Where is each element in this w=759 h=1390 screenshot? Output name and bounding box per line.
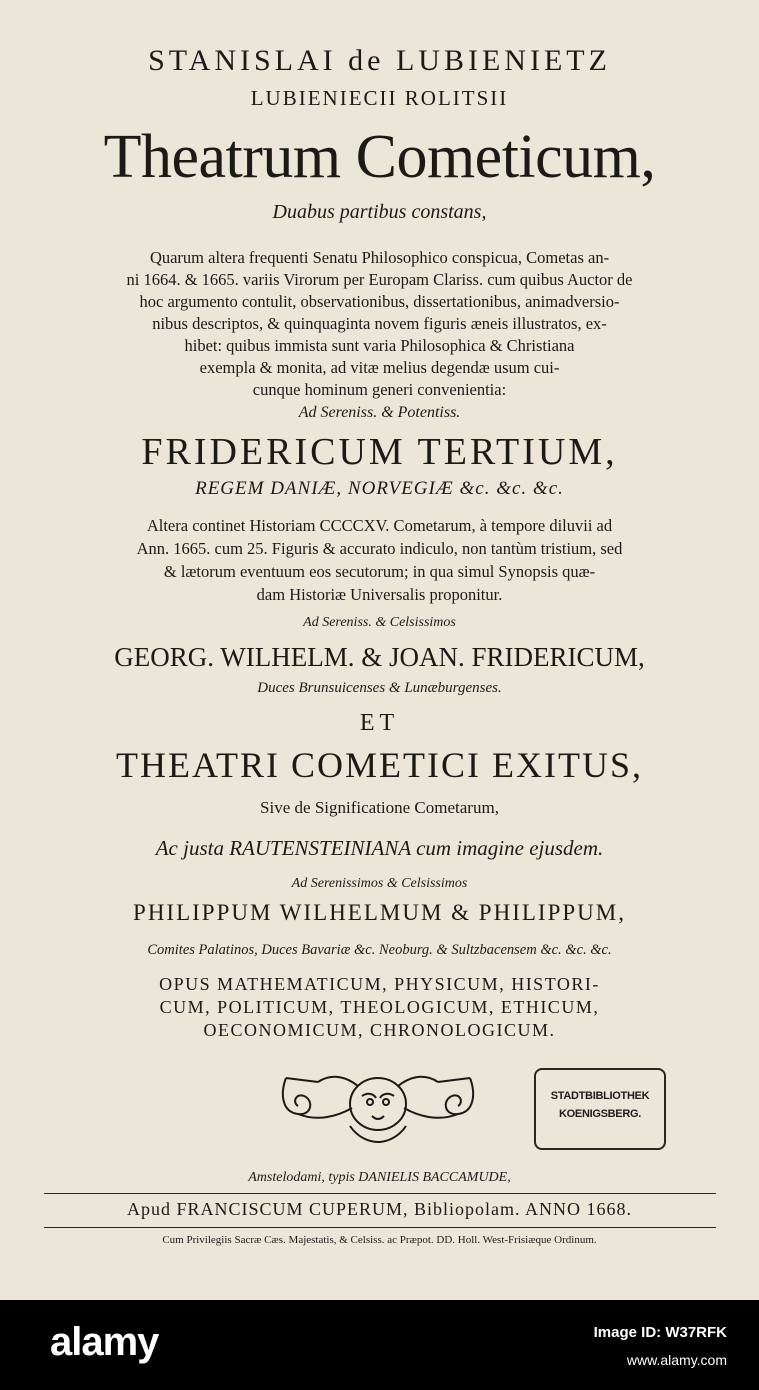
et-conjunction: ET <box>359 710 400 736</box>
author-line-1: STANISLAI de LUBIENIETZ <box>148 44 611 77</box>
imprint-rule-bottom <box>44 1227 716 1228</box>
dedication1-title: REGEM DANIÆ, NORVEGIÆ &c. &c. &c. <box>195 478 564 499</box>
part1-line: Quarum altera frequenti Senatu Philosophico conspicua, Cometas an- <box>149 248 610 267</box>
author-line-2: LUBIENIECII ROLITSII <box>250 86 509 110</box>
part2-line: Altera continet Historiam CCCCXV. Cometarum, à tempore diluvii ad <box>146 516 613 535</box>
part1-line: exempla & monita, ad vitæ melius degendæ usum cui- <box>199 358 560 377</box>
part2-line: & lætorum eventuum eos secutorum; in qua simul Synopsis quæ- <box>163 562 596 581</box>
privilege-line: Cum Privilegiis Sacræ Cæs. Majestatis, & Celsiss. ac Præpot. DD. Holl. West-Frisiæque Ordinum. <box>162 1234 597 1246</box>
part1-line: hoc argumento contulit, observationibus, dissertationibus, animadversio- <box>139 292 620 311</box>
stamp-line-2: KOENIGSBERG. <box>559 1108 641 1120</box>
opus-line: OPUS MATHEMATICUM, PHYSICUM, HISTORI- <box>159 974 600 994</box>
rautensteiniana-line: Ac justa RAUTENSTEINIANA cum imagine ejusdem. <box>155 836 604 860</box>
exitus-subtitle: Sive de Significatione Cometarum, <box>260 798 499 817</box>
image-id: Image ID: W37RFK <box>593 1324 727 1341</box>
dedication1-name: FRIDERICUM TERTIUM, <box>141 431 618 473</box>
imprint-line-1: Amstelodami, typis DANIELIS BACCAMUDE, <box>248 1170 511 1185</box>
opus-line: CUM, POLITICUM, THEOLOGICUM, ETHICUM, <box>159 997 600 1017</box>
part1-line: cunque hominum generi convenientia: <box>252 380 507 399</box>
dedication3-names: PHILIPPUM WILHELMUM & PHILIPPUM, <box>133 900 626 925</box>
part1-line: ni 1664. & 1665. variis Virorum per Europam Clariss. cum quibus Auctor de <box>126 270 633 289</box>
opus-line: OECONOMICUM, CHRONOLOGICUM. <box>203 1020 556 1040</box>
exitus-title: THEATRI COMETICI EXITUS, <box>116 745 643 785</box>
part1-line: nibus descriptos, & quinquaginta novem figuris æneis illustratos, ex- <box>152 314 607 333</box>
library-stamp <box>534 1068 666 1150</box>
part1-line: hibet: quibus immista sunt varia Philosophica & Christiana <box>184 336 575 355</box>
stamp-line-1: STADTBIBLIOTHEK <box>550 1090 650 1102</box>
main-title: Theatrum Cometicum, <box>103 123 656 191</box>
subtitle: Duabus partibus constans, <box>272 201 487 223</box>
dedication3-intro: Ad Serenissimos & Celsissimos <box>291 876 468 891</box>
watermark-bar <box>0 1300 759 1390</box>
dedication2-names: GEORG. WILHELM. & JOAN. FRIDERICUM, <box>114 642 645 672</box>
dedication1-intro: Ad Sereniss. & Potentiss. <box>298 404 461 421</box>
part2-line: Ann. 1665. cum 25. Figuris & accurato indiculo, non tantùm tristium, sed <box>136 539 623 558</box>
dedication3-title: Comites Palatinos, Duces Bavariæ &c. Neoburg. & Sultzbacensem &c. &c. &c. <box>147 942 612 958</box>
alamy-logo: alamy <box>50 1320 159 1364</box>
part2-line: dam Historiæ Universalis proponitur. <box>256 585 503 604</box>
imprint-line-2: Apud FRANCISCUM CUPERUM, Bibliopolam. ANNO 1668. <box>126 1199 633 1219</box>
printers-ornament-icon <box>278 1064 478 1146</box>
dedication2-title: Duces Brunsuicenses & Lunæburgenses. <box>257 680 502 696</box>
watermark-url: www.alamy.com <box>626 1352 727 1368</box>
imprint-rule-top <box>44 1193 716 1194</box>
dedication2-intro: Ad Sereniss. & Celsissimos <box>303 615 456 630</box>
